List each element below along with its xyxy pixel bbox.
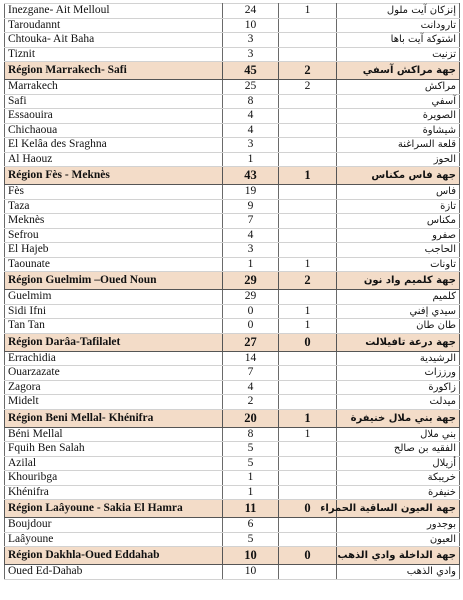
name-fr-cell: Al Haouz: [5, 152, 223, 167]
table-body: [5, 4, 460, 580]
region-row: [5, 409, 460, 427]
count-primary-cell: 4: [223, 380, 279, 395]
table-row: [5, 257, 460, 272]
table-row: [5, 243, 460, 258]
count-secondary-cell: 2: [279, 80, 337, 95]
name-ar-cell: كلميم: [337, 290, 460, 305]
name-fr-cell: Inezgane- Ait Melloul: [5, 4, 223, 19]
count-secondary-cell: 0: [279, 547, 337, 565]
document-page: [4, 3, 459, 580]
count-secondary-cell: [279, 442, 337, 457]
name-fr-cell: Zagora: [5, 380, 223, 395]
count-primary-cell: 25: [223, 80, 279, 95]
count-secondary-cell: 1: [279, 427, 337, 442]
table-row: [5, 214, 460, 229]
name-fr-cell: Meknès: [5, 214, 223, 229]
name-fr-cell: Boujdour: [5, 518, 223, 533]
name-ar-cell: ورززات: [337, 366, 460, 381]
name-ar-cell: أزيلال: [337, 456, 460, 471]
count-secondary-cell: 1: [279, 409, 337, 427]
name-fr-cell: Midelt: [5, 395, 223, 410]
count-secondary-cell: 1: [279, 167, 337, 185]
name-ar-cell: بني ملال: [337, 427, 460, 442]
table-row: [5, 442, 460, 457]
name-ar-cell: جهة كلميم واد نون: [337, 272, 460, 290]
count-primary-cell: 3: [223, 33, 279, 48]
region-row: [5, 167, 460, 185]
count-primary-cell: 0: [223, 304, 279, 319]
name-ar-cell: مكناس: [337, 214, 460, 229]
name-ar-cell: تازة: [337, 199, 460, 214]
table-row: [5, 138, 460, 153]
name-fr-cell: Essaouira: [5, 109, 223, 124]
table-row: [5, 518, 460, 533]
count-secondary-cell: 1: [279, 4, 337, 19]
name-fr-cell: Fquih Ben Salah: [5, 442, 223, 457]
name-fr-cell: Errachidia: [5, 351, 223, 366]
name-fr-cell: Oued Ed-Dahab: [5, 565, 223, 580]
name-fr-cell: Tiznit: [5, 47, 223, 62]
name-ar-cell: قلعة السراغنة: [337, 138, 460, 153]
count-secondary-cell: [279, 228, 337, 243]
name-fr-cell: Laâyoune: [5, 532, 223, 547]
name-ar-cell: زاكورة: [337, 380, 460, 395]
count-primary-cell: 3: [223, 47, 279, 62]
count-primary-cell: 3: [223, 138, 279, 153]
table-row: [5, 94, 460, 109]
name-fr-cell: Région Beni Mellal- Khénifra: [5, 409, 223, 427]
count-primary-cell: 27: [223, 333, 279, 351]
name-fr-cell: Tan Tan: [5, 319, 223, 334]
name-ar-cell: تزنيت: [337, 47, 460, 62]
table-row: [5, 427, 460, 442]
name-fr-cell: Marrakech: [5, 80, 223, 95]
name-fr-cell: Taroudannt: [5, 18, 223, 33]
count-secondary-cell: [279, 185, 337, 200]
count-secondary-cell: [279, 243, 337, 258]
count-secondary-cell: 2: [279, 62, 337, 80]
name-fr-cell: Safi: [5, 94, 223, 109]
count-primary-cell: 3: [223, 243, 279, 258]
count-secondary-cell: [279, 366, 337, 381]
name-fr-cell: Région Dakhla-Oued Eddahab: [5, 547, 223, 565]
name-ar-cell: اشتوكة آيت باها: [337, 33, 460, 48]
name-ar-cell: طان طان: [337, 319, 460, 334]
count-secondary-cell: 2: [279, 272, 337, 290]
count-primary-cell: 29: [223, 290, 279, 305]
name-ar-cell: آسفي: [337, 94, 460, 109]
count-secondary-cell: [279, 94, 337, 109]
name-ar-cell: جهة بني ملال خنيفرة: [337, 409, 460, 427]
count-primary-cell: 4: [223, 228, 279, 243]
count-primary-cell: 4: [223, 123, 279, 138]
name-ar-cell: جهة مراكش آسفي: [337, 62, 460, 80]
table-row: [5, 304, 460, 319]
name-fr-cell: Région Fès - Meknès: [5, 167, 223, 185]
count-secondary-cell: [279, 518, 337, 533]
name-ar-cell: تاونات: [337, 257, 460, 272]
name-ar-cell: جهة العيون الساقية الحمراء: [337, 500, 460, 518]
count-primary-cell: 1: [223, 485, 279, 500]
name-ar-cell: سيدي إفني: [337, 304, 460, 319]
count-secondary-cell: 1: [279, 304, 337, 319]
table-row: [5, 366, 460, 381]
name-ar-cell: صفرو: [337, 228, 460, 243]
table-row: [5, 109, 460, 124]
name-ar-cell: خنيفرة: [337, 485, 460, 500]
count-primary-cell: 11: [223, 500, 279, 518]
name-ar-cell: العيون: [337, 532, 460, 547]
table-row: [5, 185, 460, 200]
name-ar-cell: وادي الذهب: [337, 565, 460, 580]
table-row: [5, 290, 460, 305]
name-ar-cell: ميدلت: [337, 395, 460, 410]
count-primary-cell: 9: [223, 199, 279, 214]
table-row: [5, 152, 460, 167]
name-fr-cell: Taza: [5, 199, 223, 214]
count-primary-cell: 5: [223, 442, 279, 457]
count-primary-cell: 14: [223, 351, 279, 366]
count-secondary-cell: [279, 290, 337, 305]
name-fr-cell: Région Marrakech- Safi: [5, 62, 223, 80]
count-primary-cell: 1: [223, 152, 279, 167]
count-primary-cell: 1: [223, 257, 279, 272]
name-ar-cell: الفقيه بن صالح: [337, 442, 460, 457]
count-secondary-cell: [279, 199, 337, 214]
count-primary-cell: 24: [223, 4, 279, 19]
count-primary-cell: 19: [223, 185, 279, 200]
count-secondary-cell: [279, 138, 337, 153]
count-primary-cell: 45: [223, 62, 279, 80]
name-fr-cell: Taounate: [5, 257, 223, 272]
count-primary-cell: 8: [223, 427, 279, 442]
count-secondary-cell: 0: [279, 333, 337, 351]
name-fr-cell: Chtouka- Ait Baha: [5, 33, 223, 48]
name-fr-cell: Khénifra: [5, 485, 223, 500]
table-row: [5, 456, 460, 471]
table-row: [5, 532, 460, 547]
count-secondary-cell: [279, 214, 337, 229]
name-ar-cell: مراكش: [337, 80, 460, 95]
table-row: [5, 319, 460, 334]
count-secondary-cell: [279, 565, 337, 580]
name-fr-cell: El Kelâa des Sraghna: [5, 138, 223, 153]
count-primary-cell: 29: [223, 272, 279, 290]
table-row: [5, 4, 460, 19]
table-row: [5, 471, 460, 486]
table-row: [5, 123, 460, 138]
table-row: [5, 199, 460, 214]
name-fr-cell: Khouribga: [5, 471, 223, 486]
table-row: [5, 395, 460, 410]
name-fr-cell: Azilal: [5, 456, 223, 471]
count-primary-cell: 43: [223, 167, 279, 185]
name-ar-cell: خريبكة: [337, 471, 460, 486]
name-fr-cell: Région Guelmim –Oued Noun: [5, 272, 223, 290]
count-primary-cell: 10: [223, 18, 279, 33]
count-primary-cell: 6: [223, 518, 279, 533]
name-ar-cell: فاس: [337, 185, 460, 200]
table-row: [5, 228, 460, 243]
region-row: [5, 272, 460, 290]
name-fr-cell: Sidi Ifni: [5, 304, 223, 319]
count-secondary-cell: [279, 33, 337, 48]
region-city-table: [4, 3, 460, 580]
name-fr-cell: Guelmim: [5, 290, 223, 305]
count-primary-cell: 10: [223, 565, 279, 580]
name-fr-cell: Ouarzazate: [5, 366, 223, 381]
table-row: [5, 18, 460, 33]
count-primary-cell: 2: [223, 395, 279, 410]
name-ar-cell: الحاجب: [337, 243, 460, 258]
name-ar-cell: جهة درعة تافيلالت: [337, 333, 460, 351]
count-secondary-cell: [279, 152, 337, 167]
name-fr-cell: Chichaoua: [5, 123, 223, 138]
table-row: [5, 565, 460, 580]
count-secondary-cell: [279, 47, 337, 62]
count-primary-cell: 4: [223, 109, 279, 124]
name-ar-cell: الصويرة: [337, 109, 460, 124]
region-row: [5, 62, 460, 80]
name-ar-cell: الحوز: [337, 152, 460, 167]
name-fr-cell: Région Darâa-Tafilalet: [5, 333, 223, 351]
region-row: [5, 333, 460, 351]
count-primary-cell: 5: [223, 532, 279, 547]
count-primary-cell: 10: [223, 547, 279, 565]
name-ar-cell: تارودانت: [337, 18, 460, 33]
region-row: [5, 547, 460, 565]
name-fr-cell: Région Laâyoune - Sakia El Hamra: [5, 500, 223, 518]
name-ar-cell: جهة فاس مكناس: [337, 167, 460, 185]
count-secondary-cell: [279, 471, 337, 486]
name-ar-cell: الرشيدية: [337, 351, 460, 366]
count-primary-cell: 7: [223, 366, 279, 381]
name-ar-cell: إنزكان آيت ملول: [337, 4, 460, 19]
count-secondary-cell: [279, 109, 337, 124]
count-secondary-cell: [279, 380, 337, 395]
count-secondary-cell: [279, 18, 337, 33]
count-secondary-cell: [279, 123, 337, 138]
count-primary-cell: 5: [223, 456, 279, 471]
table-row: [5, 47, 460, 62]
count-primary-cell: 0: [223, 319, 279, 334]
name-fr-cell: Béni Mellal: [5, 427, 223, 442]
count-secondary-cell: [279, 395, 337, 410]
count-secondary-cell: [279, 351, 337, 366]
count-secondary-cell: [279, 485, 337, 500]
name-fr-cell: El Hajeb: [5, 243, 223, 258]
count-primary-cell: 20: [223, 409, 279, 427]
table-row: [5, 485, 460, 500]
name-ar-cell: جهة الداخلة وادي الذهب: [337, 547, 460, 565]
count-secondary-cell: 1: [279, 257, 337, 272]
name-ar-cell: شيشاوة: [337, 123, 460, 138]
table-row: [5, 351, 460, 366]
table-row: [5, 380, 460, 395]
table-row: [5, 80, 460, 95]
count-secondary-cell: 1: [279, 319, 337, 334]
name-ar-cell: بوجدور: [337, 518, 460, 533]
count-primary-cell: 8: [223, 94, 279, 109]
region-row: [5, 500, 460, 518]
count-primary-cell: 7: [223, 214, 279, 229]
table-row: [5, 33, 460, 48]
name-fr-cell: Fès: [5, 185, 223, 200]
name-fr-cell: Sefrou: [5, 228, 223, 243]
count-secondary-cell: [279, 532, 337, 547]
count-secondary-cell: [279, 456, 337, 471]
count-primary-cell: 1: [223, 471, 279, 486]
count-secondary-cell: 0: [279, 500, 337, 518]
